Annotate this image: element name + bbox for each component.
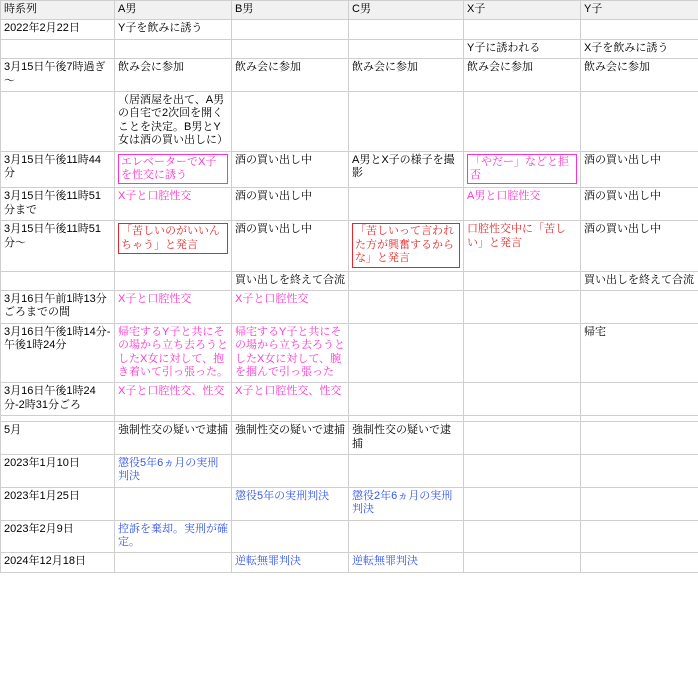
table-cell	[232, 422, 349, 455]
cell-text: 買い出しを終えて合流	[584, 273, 694, 286]
row-date-cell	[1, 487, 115, 520]
cell-text: 「苦しいって言われた方が興奮するからな」と発言	[352, 223, 460, 267]
table-cell	[581, 422, 698, 455]
table-cell	[464, 20, 581, 39]
cell-text: 飲み会に参加	[235, 61, 301, 74]
table-row	[1, 290, 698, 323]
table-cell	[115, 553, 232, 572]
table-cell	[464, 92, 581, 152]
cell-text: 帰宅	[584, 325, 606, 338]
table-cell	[349, 323, 464, 383]
table-cell	[581, 323, 698, 383]
cell-text: 強制性交の疑いで逮捕	[352, 424, 451, 450]
table-row	[1, 323, 698, 383]
table-cell	[464, 323, 581, 383]
table-cell	[115, 290, 232, 323]
cell-text: 3月15日午後7時過ぎ～	[4, 61, 106, 87]
cell-text: A男とX子の様子を撮影	[352, 153, 455, 180]
table-cell	[115, 520, 232, 553]
cell-text: 3月16日午後1時24分-2時31分ごろ	[4, 385, 96, 411]
table-cell	[464, 221, 581, 271]
table-cell	[349, 39, 464, 58]
column-header-a-otoko: A男	[115, 1, 232, 20]
cell-text: 飲み会に参加	[584, 61, 650, 74]
table-cell	[115, 271, 232, 290]
table-body	[1, 20, 698, 572]
row-date-cell	[1, 59, 115, 92]
table-row	[1, 487, 698, 520]
row-date-cell	[1, 151, 115, 188]
table-cell	[464, 151, 581, 188]
column-header-b-otoko: B男	[232, 1, 349, 20]
cell-text: 懲役5年の実刑判決	[235, 489, 330, 502]
table-row	[1, 271, 698, 290]
table-row	[1, 520, 698, 553]
row-date-cell	[1, 520, 115, 553]
row-date-cell	[1, 20, 115, 39]
cell-text: 控訴を棄却。実刑が確定。	[118, 522, 228, 548]
cell-text: 3月15日午後11時51分～	[4, 223, 102, 249]
cell-text: X子と口腔性交	[118, 292, 192, 305]
cell-text: 酒の買い出し中	[235, 190, 312, 203]
table-cell	[581, 20, 698, 39]
column-header-timeline: 時系列	[1, 1, 115, 20]
table-cell	[581, 290, 698, 323]
cell-text: 酒の買い出し中	[235, 223, 312, 236]
row-date-cell	[1, 323, 115, 383]
cell-text: 帰宅するY子と共にその場から立ち去ろうとしたX女に対して、腕を掴んで引っ張った	[235, 325, 345, 378]
cell-text: 酒の買い出し中	[584, 153, 661, 166]
cell-text: 3月15日午後11時51分まで	[4, 190, 102, 216]
table-row	[1, 39, 698, 58]
table-header	[1, 1, 698, 20]
table-cell	[464, 422, 581, 455]
table-cell	[349, 20, 464, 39]
table-cell	[232, 151, 349, 188]
cell-text: 飲み会に参加	[467, 61, 533, 74]
cell-text: 2023年1月25日	[4, 489, 80, 502]
table-row	[1, 151, 698, 188]
cell-text: 3月15日午後11時44分	[4, 153, 102, 180]
table-cell	[349, 188, 464, 221]
table-row	[1, 221, 698, 271]
table-cell	[115, 151, 232, 188]
table-cell	[464, 39, 581, 58]
table-cell	[115, 323, 232, 383]
table-cell	[581, 553, 698, 572]
table-cell	[581, 454, 698, 487]
table-cell	[115, 487, 232, 520]
table-cell	[115, 188, 232, 221]
cell-text: 帰宅するY子と共にその場から立ち去ろうとしたX女に対して、抱き着いて引っ張った。	[118, 325, 228, 378]
table-cell	[349, 487, 464, 520]
cell-text: A男と口腔性交	[467, 190, 541, 203]
table-cell	[115, 59, 232, 92]
header-row	[1, 1, 698, 20]
row-date-cell	[1, 290, 115, 323]
cell-text: 懲役2年6ヵ月の実刑判決	[352, 489, 453, 516]
table-cell	[349, 221, 464, 271]
table-cell	[115, 454, 232, 487]
table-row	[1, 188, 698, 221]
table-cell	[349, 290, 464, 323]
cell-text: 酒の買い出し中	[235, 153, 312, 166]
table-cell	[581, 271, 698, 290]
table-row	[1, 20, 698, 39]
table-cell	[581, 487, 698, 520]
row-date-cell	[1, 383, 115, 416]
cell-text: 強制性交の疑いで逮捕	[235, 424, 345, 437]
table-cell	[115, 20, 232, 39]
table-cell	[581, 151, 698, 188]
cell-text: 2023年2月9日	[4, 522, 74, 535]
table-cell	[349, 454, 464, 487]
cell-text: 懲役5年6ヵ月の実刑判決	[118, 456, 219, 483]
table-cell	[232, 271, 349, 290]
column-header-x-ko: X子	[464, 1, 581, 20]
table-cell	[232, 520, 349, 553]
table-cell	[464, 271, 581, 290]
table-cell	[232, 323, 349, 383]
cell-text: 「やだー」などと拒否	[467, 154, 577, 185]
table-row	[1, 553, 698, 572]
cell-text: 逆転無罪判決	[352, 555, 418, 568]
table-cell	[581, 520, 698, 553]
table-cell	[349, 553, 464, 572]
table-cell	[349, 520, 464, 553]
table-cell	[581, 188, 698, 221]
row-date-cell	[1, 221, 115, 271]
cell-text: 「苦しいのがいいんちゃう」と発言	[118, 223, 228, 254]
table-cell	[232, 39, 349, 58]
table-row	[1, 92, 698, 152]
cell-text: 酒の買い出し中	[584, 190, 661, 203]
table-cell	[464, 290, 581, 323]
table-cell	[349, 59, 464, 92]
table-row	[1, 454, 698, 487]
table-cell	[349, 151, 464, 188]
table-cell	[464, 188, 581, 221]
table-cell	[349, 383, 464, 416]
table-cell	[115, 39, 232, 58]
table-cell	[581, 59, 698, 92]
table-cell	[464, 454, 581, 487]
table-cell	[232, 92, 349, 152]
table-cell	[464, 520, 581, 553]
table-cell	[581, 383, 698, 416]
cell-text: 買い出しを終えて合流	[235, 273, 345, 286]
row-date-cell	[1, 92, 115, 152]
cell-text: Y子に誘われる	[467, 41, 541, 54]
table-cell	[232, 553, 349, 572]
row-date-cell	[1, 39, 115, 58]
table-cell	[464, 487, 581, 520]
table-cell	[464, 383, 581, 416]
cell-text: 飲み会に参加	[352, 61, 418, 74]
table-row	[1, 59, 698, 92]
table-cell	[464, 553, 581, 572]
table-row	[1, 383, 698, 416]
cell-text: X子と口腔性交	[118, 190, 192, 203]
row-date-cell	[1, 553, 115, 572]
cell-text: 2023年1月10日	[4, 456, 80, 469]
row-date-cell	[1, 422, 115, 455]
cell-text: 2024年12月18日	[4, 555, 86, 568]
table-cell	[115, 221, 232, 271]
row-date-cell	[1, 188, 115, 221]
table-cell	[115, 383, 232, 416]
table-cell	[232, 59, 349, 92]
column-header-y-ko: Y子	[581, 1, 698, 20]
table-cell	[115, 92, 232, 152]
cell-text: （居酒屋を出て、A男の自宅で2次回を開くことを決定。B男とY女は酒の買い出しに）	[118, 94, 228, 147]
table-row	[1, 422, 698, 455]
table-cell	[581, 39, 698, 58]
cell-text: 3月16日午前1時13分ごろまでの間	[4, 292, 107, 319]
cell-text: 2022年2月22日	[4, 22, 80, 35]
cell-text: エレベーターでX子を性交に誘う	[118, 154, 228, 185]
row-date-cell	[1, 454, 115, 487]
cell-text: X子と口腔性交、性交	[235, 385, 342, 398]
table-cell	[232, 454, 349, 487]
table-cell	[349, 92, 464, 152]
table-cell	[232, 383, 349, 416]
cell-text: 口腔性交中に「苦しい」と発言	[467, 223, 566, 249]
cell-text: 飲み会に参加	[118, 61, 184, 74]
table-cell	[232, 188, 349, 221]
column-header-c-otoko: C男	[349, 1, 464, 20]
cell-text: Y子を飲みに誘う	[118, 22, 203, 35]
table-cell	[464, 59, 581, 92]
cell-text: X子と口腔性交	[235, 292, 309, 305]
cell-text: X子と口腔性交、性交	[118, 385, 225, 398]
cell-text: 強制性交の疑いで逮捕	[118, 424, 228, 437]
table-cell	[581, 221, 698, 271]
table-cell	[232, 221, 349, 271]
table-cell	[115, 422, 232, 455]
row-date-cell	[1, 271, 115, 290]
cell-text: 5月	[4, 424, 22, 437]
table-cell	[232, 487, 349, 520]
cell-text: 酒の買い出し中	[584, 223, 661, 236]
table-cell	[349, 271, 464, 290]
table-cell	[232, 20, 349, 39]
table-cell	[581, 92, 698, 152]
cell-text: 逆転無罪判決	[235, 555, 301, 568]
table-cell	[349, 422, 464, 455]
cell-text: X子を飲みに誘う	[584, 41, 669, 54]
cell-text: 3月16日午後1時14分-午後1時24分	[4, 325, 111, 352]
table-cell	[232, 290, 349, 323]
